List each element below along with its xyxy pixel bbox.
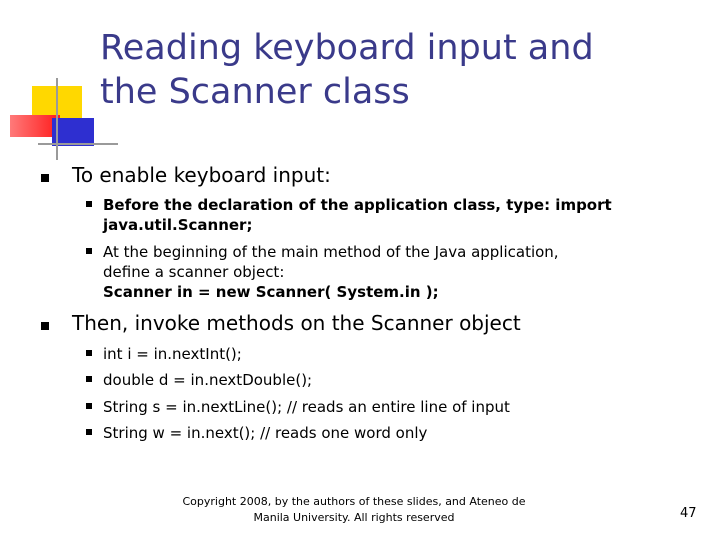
sub-bullet-marker [86, 350, 92, 356]
sub-bullet-nextint: int i = in.nextInt(); [103, 345, 242, 363]
sub-bullet-marker [86, 429, 92, 435]
page-number: 47 [680, 506, 697, 521]
footer-line-2: Manila University. All rights reserved [253, 511, 455, 524]
copyright-footer [150, 494, 558, 526]
sub-bullet-nextdouble: double d = in.nextDouble(); [103, 371, 313, 389]
bullet-keyboard-input: To enable keyboard input: [72, 163, 331, 187]
decorative-blue-square [52, 118, 94, 146]
code-line: Scanner in = new Scanner( System.in ); [103, 283, 439, 301]
text-line: java.util.Scanner; [103, 216, 253, 234]
slide-title [100, 26, 594, 114]
footer-line-1: Copyright 2008, by the authors of these slides, and Ateneo de [182, 495, 526, 508]
sub-bullet-marker [86, 376, 92, 382]
sub-bullet-import [103, 195, 612, 235]
sub-bullet-nextline: String s = in.nextLine(); // reads an entire line of input [103, 398, 510, 416]
sub-bullet-marker [86, 403, 92, 409]
bullet-marker [41, 322, 49, 330]
bullet-invoke-methods: Then, invoke methods on the Scanner object [72, 311, 521, 335]
decorative-horizontal-line [38, 143, 118, 145]
title-line-2: the Scanner class [100, 72, 410, 112]
sub-bullet-marker [86, 201, 92, 207]
text-line: define a scanner object: [103, 263, 285, 281]
sub-bullet-scanner-object [103, 242, 559, 302]
title-line-1: Reading keyboard input and [100, 28, 594, 68]
text-line: At the beginning of the main method of the Java application, [103, 243, 559, 261]
text-line: Before the declaration of the application class, type: import [103, 196, 612, 214]
sub-bullet-marker [86, 248, 92, 254]
sub-bullet-next: String w = in.next(); // reads one word only [103, 424, 428, 442]
bullet-marker [41, 174, 49, 182]
decorative-vertical-line [56, 78, 58, 160]
